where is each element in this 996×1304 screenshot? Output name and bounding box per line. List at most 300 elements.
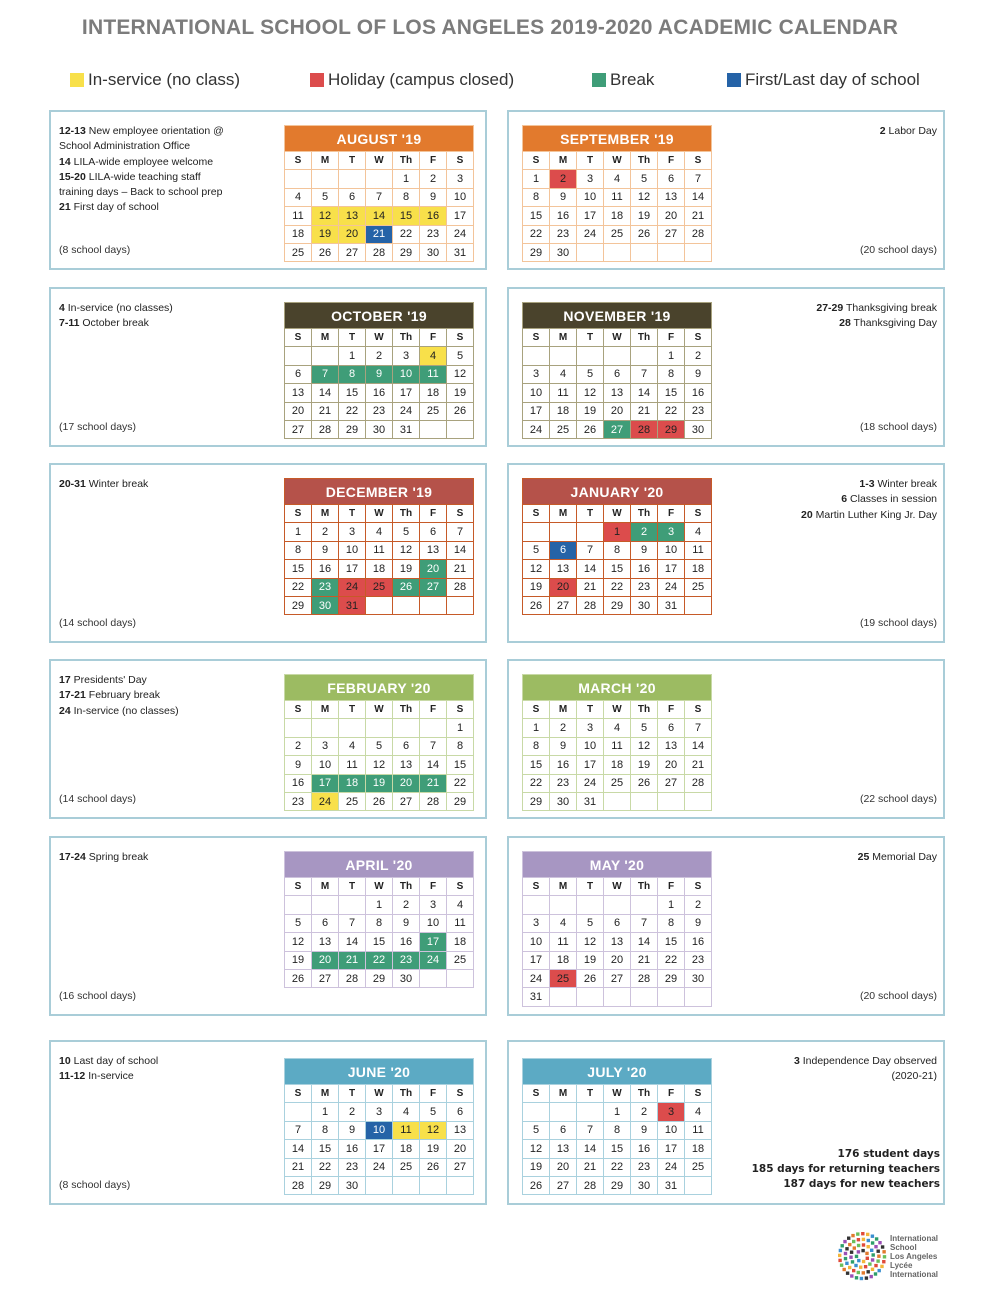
calendar-empty <box>577 523 604 541</box>
calendar-day: 29 <box>285 596 312 614</box>
calendar-day: 5 <box>631 719 658 737</box>
calendar-day: 17 <box>523 951 550 969</box>
calendar-day: 14 <box>577 560 604 578</box>
school-logo-icon <box>836 1230 888 1282</box>
calendar-day: 25 <box>550 969 577 987</box>
calendar-day: 31 <box>447 243 474 261</box>
calendar-empty <box>447 1176 474 1194</box>
logo-line: International <box>890 1234 939 1243</box>
calendar-day: 23 <box>420 225 447 243</box>
weekday-header: T <box>339 505 366 523</box>
weekday-header: S <box>285 1085 312 1103</box>
weekday-header: S <box>447 329 474 347</box>
calendar-day: 3 <box>523 365 550 383</box>
calendar-day: 21 <box>420 774 447 792</box>
calendar-day: 27 <box>420 578 447 596</box>
calendar-day: 22 <box>312 1158 339 1176</box>
calendar-day: 28 <box>420 792 447 810</box>
weekday-header: F <box>420 329 447 347</box>
note-text: Last day of school <box>70 1055 159 1067</box>
calendar-day: 25 <box>685 578 712 596</box>
weekday-header: S <box>685 701 712 719</box>
calendar-day: 3 <box>393 347 420 365</box>
calendar-day: 13 <box>658 737 685 755</box>
calendar-day: 3 <box>658 523 685 541</box>
weekday-header: F <box>420 152 447 170</box>
calendar-day: 9 <box>285 756 312 774</box>
calendar-day: 12 <box>523 560 550 578</box>
calendar-day: 31 <box>523 988 550 1006</box>
calendar-day: 14 <box>685 188 712 206</box>
calendar-day: 24 <box>658 1158 685 1176</box>
calendar-day: 19 <box>577 402 604 420</box>
month-notes <box>59 301 269 332</box>
calendar-day: 23 <box>312 578 339 596</box>
weekday-header: W <box>604 1085 631 1103</box>
weekday-header: M <box>550 1085 577 1103</box>
calendar-day: 12 <box>577 384 604 402</box>
note-text: February break <box>85 689 160 702</box>
calendar-day: 31 <box>393 420 420 438</box>
calendar-day: 28 <box>285 1176 312 1194</box>
note-line <box>717 1069 937 1084</box>
weekday-header: S <box>285 505 312 523</box>
legend-item-first-last <box>727 70 920 90</box>
calendar-day: 7 <box>631 914 658 932</box>
calendar-day: 23 <box>685 951 712 969</box>
calendar-day: 25 <box>685 1158 712 1176</box>
calendar-day: 1 <box>658 896 685 914</box>
weekday-header: S <box>523 701 550 719</box>
calendar-day: 23 <box>285 792 312 810</box>
month-notes <box>717 301 937 332</box>
month-notes <box>59 673 269 719</box>
calendar-day: 14 <box>631 933 658 951</box>
calendar-day: 23 <box>366 402 393 420</box>
weekday-header: M <box>550 329 577 347</box>
month-panel <box>507 463 945 643</box>
school-days-count: (8 school days) <box>59 1179 131 1191</box>
calendar-day: 22 <box>339 402 366 420</box>
calendar-empty <box>285 896 312 914</box>
calendar-day: 19 <box>447 384 474 402</box>
calendar-day: 4 <box>366 523 393 541</box>
calendar-day: 8 <box>366 914 393 932</box>
calendar-day: 5 <box>523 541 550 559</box>
calendar-day: 29 <box>393 243 420 261</box>
month-name: DECEMBER '19 <box>285 479 474 505</box>
calendar-day: 16 <box>631 560 658 578</box>
calendar-day: 6 <box>339 188 366 206</box>
calendar-day: 10 <box>577 737 604 755</box>
calendar-day: 5 <box>631 170 658 188</box>
calendar-day: 1 <box>285 523 312 541</box>
calendar-day: 10 <box>523 384 550 402</box>
calendar-day: 18 <box>366 560 393 578</box>
weekday-header: F <box>420 878 447 896</box>
calendar-day: 19 <box>420 1140 447 1158</box>
note-text: Martin Luther King Jr. Day <box>812 508 937 521</box>
logo-text <box>890 1234 938 1279</box>
calendar-day: 7 <box>577 1121 604 1139</box>
note-line <box>59 704 269 719</box>
weekday-header: M <box>312 505 339 523</box>
calendar-day: 8 <box>447 737 474 755</box>
calendar-empty <box>447 969 474 987</box>
calendar-day: 3 <box>339 523 366 541</box>
legend-label: Break <box>610 70 655 89</box>
calendar-day: 21 <box>366 225 393 243</box>
calendar-day: 4 <box>604 170 631 188</box>
calendar-day: 28 <box>631 969 658 987</box>
month-name: FEBRUARY '20 <box>285 675 474 701</box>
summary <box>752 1147 940 1192</box>
calendar-day: 9 <box>339 1121 366 1139</box>
month-notes <box>59 850 269 865</box>
calendar-day: 16 <box>285 774 312 792</box>
month-panel <box>49 1040 487 1205</box>
note-line <box>717 477 937 492</box>
note-line <box>717 1054 937 1069</box>
calendar-day: 16 <box>631 1140 658 1158</box>
weekday-header: F <box>658 152 685 170</box>
calendar-day: 11 <box>550 933 577 951</box>
note-line <box>59 316 269 331</box>
weekday-header: T <box>577 505 604 523</box>
calendar-empty <box>658 792 685 810</box>
calendar-day: 4 <box>550 914 577 932</box>
calendar-day: 6 <box>285 365 312 383</box>
calendar-day: 12 <box>631 188 658 206</box>
calendar-empty <box>447 420 474 438</box>
legend <box>0 70 996 92</box>
note-text: First day of school <box>70 201 159 214</box>
calendar-day: 20 <box>550 578 577 596</box>
calendar-day: 1 <box>604 523 631 541</box>
calendar-day: 23 <box>393 951 420 969</box>
calendar-day: 21 <box>339 951 366 969</box>
calendar-day: 11 <box>447 914 474 932</box>
note-date: 17-21 <box>59 689 86 702</box>
calendar-day: 23 <box>550 225 577 243</box>
calendar-day: 7 <box>312 365 339 383</box>
school-days-count: (18 school days) <box>859 421 937 433</box>
legend-item-break <box>592 70 654 90</box>
note-line <box>717 508 937 523</box>
calendar-day: 17 <box>523 402 550 420</box>
legend-swatch-blue <box>727 73 741 87</box>
weekday-header: Th <box>393 152 420 170</box>
calendar-day: 17 <box>658 560 685 578</box>
calendar-day: 24 <box>339 578 366 596</box>
calendar-day: 2 <box>339 1103 366 1121</box>
calendar-empty <box>523 523 550 541</box>
calendar-empty <box>685 596 712 614</box>
calendar-day: 2 <box>393 896 420 914</box>
calendar-empty <box>523 1103 550 1121</box>
weekday-header: F <box>658 329 685 347</box>
calendar-day: 6 <box>550 1121 577 1139</box>
calendar-empty <box>312 719 339 737</box>
calendar-day: 9 <box>631 541 658 559</box>
calendar-day: 17 <box>658 1140 685 1158</box>
calendar-day: 14 <box>685 737 712 755</box>
weekday-header: F <box>420 701 447 719</box>
calendar-day: 24 <box>393 402 420 420</box>
note-line <box>59 673 269 688</box>
note-date: 25 <box>857 851 870 863</box>
calendar-day: 12 <box>631 737 658 755</box>
calendar-day: 4 <box>339 737 366 755</box>
weekday-header: M <box>550 152 577 170</box>
note-text: training days – Back to school prep <box>59 186 223 199</box>
calendar-day: 4 <box>604 719 631 737</box>
calendar-day: 8 <box>523 188 550 206</box>
calendar-day: 10 <box>523 933 550 951</box>
note-text: In-service <box>85 1070 134 1083</box>
calendar-day: 29 <box>658 420 685 438</box>
month-name: JUNE '20 <box>285 1059 474 1085</box>
calendar-day: 4 <box>685 523 712 541</box>
calendar-day: 1 <box>393 170 420 188</box>
calendar-empty <box>631 347 658 365</box>
school-days-count: (20 school days) <box>859 244 937 256</box>
weekday-header: F <box>658 505 685 523</box>
calendar-day: 13 <box>604 384 631 402</box>
calendar-day: 13 <box>550 1140 577 1158</box>
calendar-day: 26 <box>393 578 420 596</box>
legend-item-holiday <box>310 70 514 90</box>
note-text: Memorial Day <box>869 851 937 863</box>
calendar-day: 25 <box>366 578 393 596</box>
weekday-header: T <box>577 878 604 896</box>
calendar-day: 9 <box>685 914 712 932</box>
note-date: 6 <box>841 493 848 506</box>
calendar-day: 24 <box>366 1158 393 1176</box>
note-text: LILA-wide employee welcome <box>70 155 214 168</box>
month-notes <box>717 477 937 523</box>
calendar-day: 10 <box>339 541 366 559</box>
calendar-day: 26 <box>523 1176 550 1194</box>
calendar-day: 27 <box>604 420 631 438</box>
month-calendar <box>284 851 474 988</box>
month-panel <box>507 287 945 447</box>
weekday-header: W <box>366 152 393 170</box>
calendar-day: 3 <box>523 914 550 932</box>
weekday-header: W <box>604 878 631 896</box>
weekday-header: T <box>339 1085 366 1103</box>
weekday-header: T <box>577 329 604 347</box>
calendar-day: 6 <box>312 914 339 932</box>
calendar-day: 4 <box>447 896 474 914</box>
weekday-header: W <box>366 505 393 523</box>
note-date: 14 <box>59 155 71 168</box>
weekday-header: W <box>366 1085 393 1103</box>
calendar-empty <box>393 719 420 737</box>
calendar-day: 15 <box>523 756 550 774</box>
weekday-header: T <box>577 152 604 170</box>
calendar-day: 5 <box>393 523 420 541</box>
calendar-day: 12 <box>285 933 312 951</box>
note-date: 11-12 <box>59 1070 86 1083</box>
calendar-day: 1 <box>339 347 366 365</box>
calendar-day: 21 <box>631 951 658 969</box>
calendar-day: 7 <box>420 737 447 755</box>
calendar-day: 19 <box>631 756 658 774</box>
calendar-day: 1 <box>604 1103 631 1121</box>
calendar-day: 24 <box>577 225 604 243</box>
calendar-day: 30 <box>366 420 393 438</box>
legend-label: First/Last day of school <box>745 70 920 89</box>
calendar-day: 15 <box>339 384 366 402</box>
calendar-empty <box>420 1176 447 1194</box>
calendar-day: 29 <box>523 243 550 261</box>
calendar-day: 3 <box>447 170 474 188</box>
weekday-header: S <box>447 1085 474 1103</box>
calendar-day: 26 <box>631 774 658 792</box>
calendar-day: 31 <box>658 596 685 614</box>
weekday-header: Th <box>393 1085 420 1103</box>
calendar-day: 18 <box>420 384 447 402</box>
calendar-empty <box>339 719 366 737</box>
calendar-day: 18 <box>604 756 631 774</box>
calendar-day: 29 <box>366 969 393 987</box>
calendar-day: 11 <box>604 188 631 206</box>
calendar-day: 24 <box>577 774 604 792</box>
calendar-day: 3 <box>577 170 604 188</box>
calendar-day: 18 <box>685 560 712 578</box>
weekday-header: S <box>285 701 312 719</box>
weekday-header: S <box>447 505 474 523</box>
note-date: 1-3 <box>859 478 875 490</box>
school-days-count: (14 school days) <box>59 617 137 629</box>
calendar-day: 15 <box>447 756 474 774</box>
note-line <box>59 688 269 703</box>
calendar-day: 13 <box>285 384 312 402</box>
note-text: Labor Day <box>885 125 937 137</box>
month-name: JULY '20 <box>523 1059 712 1085</box>
calendar-day: 7 <box>285 1121 312 1139</box>
note-text: Thanksgiving break <box>843 302 937 314</box>
calendar-day: 27 <box>312 969 339 987</box>
calendar-day: 7 <box>685 719 712 737</box>
calendar-day: 5 <box>577 365 604 383</box>
calendar-day: 21 <box>685 756 712 774</box>
calendar-day: 1 <box>366 896 393 914</box>
calendar-day: 30 <box>685 969 712 987</box>
month-calendar <box>522 851 712 1007</box>
calendar-day: 11 <box>685 541 712 559</box>
calendar-day: 9 <box>366 365 393 383</box>
calendar-day: 15 <box>285 560 312 578</box>
calendar-day: 8 <box>393 188 420 206</box>
calendar-day: 22 <box>393 225 420 243</box>
calendar-empty <box>339 896 366 914</box>
note-date: 15-20 <box>59 170 86 183</box>
calendar-day: 8 <box>285 541 312 559</box>
calendar-day: 6 <box>658 170 685 188</box>
month-panel <box>49 287 487 447</box>
weekday-header: M <box>312 329 339 347</box>
calendar-day: 18 <box>339 774 366 792</box>
calendar-day: 10 <box>366 1121 393 1139</box>
month-calendar <box>522 302 712 439</box>
month-name: JANUARY '20 <box>523 479 712 505</box>
calendar-day: 31 <box>658 1176 685 1194</box>
month-panel <box>507 110 945 270</box>
month-notes <box>59 124 269 216</box>
summary-line: 187 days for new teachers <box>783 1178 940 1190</box>
calendar-empty <box>577 988 604 1006</box>
calendar-empty <box>685 243 712 261</box>
calendar-day: 20 <box>550 1158 577 1176</box>
calendar-day: 25 <box>420 402 447 420</box>
calendar-day: 19 <box>523 1158 550 1176</box>
calendar-day: 28 <box>577 596 604 614</box>
calendar-day: 11 <box>285 207 312 225</box>
calendar-day: 4 <box>685 1103 712 1121</box>
calendar-day: 28 <box>312 420 339 438</box>
calendar-day: 17 <box>577 207 604 225</box>
calendar-day: 24 <box>523 969 550 987</box>
calendar-day: 21 <box>631 402 658 420</box>
calendar-empty <box>550 523 577 541</box>
weekday-header: Th <box>631 1085 658 1103</box>
calendar-empty <box>447 596 474 614</box>
legend-swatch-yellow <box>70 73 84 87</box>
school-days-count: (20 school days) <box>859 990 937 1002</box>
calendar-day: 21 <box>577 1158 604 1176</box>
calendar-day: 25 <box>550 420 577 438</box>
calendar-empty <box>604 792 631 810</box>
school-days-count: (8 school days) <box>59 244 131 256</box>
calendar-empty <box>604 243 631 261</box>
calendar-empty <box>658 243 685 261</box>
calendar-day: 2 <box>685 347 712 365</box>
weekday-header: F <box>658 1085 685 1103</box>
calendar-day: 13 <box>420 541 447 559</box>
calendar-day: 27 <box>550 1176 577 1194</box>
calendar-empty <box>685 988 712 1006</box>
calendar-day: 10 <box>658 541 685 559</box>
logo-line: School <box>890 1243 917 1252</box>
calendar-day: 14 <box>312 384 339 402</box>
calendar-day: 21 <box>447 560 474 578</box>
calendar-day: 14 <box>339 933 366 951</box>
calendar-day: 26 <box>523 596 550 614</box>
note-text: Classes in session <box>847 493 937 506</box>
calendar-day: 29 <box>523 792 550 810</box>
weekday-header: T <box>339 701 366 719</box>
calendar-day: 13 <box>604 933 631 951</box>
calendar-day: 28 <box>577 1176 604 1194</box>
note-line <box>59 850 269 865</box>
month-panel <box>49 110 487 270</box>
calendar-day: 30 <box>339 1176 366 1194</box>
logo-line: Lycée <box>890 1261 913 1270</box>
calendar-day: 24 <box>658 578 685 596</box>
calendar-day: 8 <box>658 914 685 932</box>
calendar-day: 9 <box>685 365 712 383</box>
calendar-day: 12 <box>447 365 474 383</box>
calendar-day: 30 <box>312 596 339 614</box>
calendar-day: 15 <box>604 560 631 578</box>
calendar-day: 20 <box>658 756 685 774</box>
calendar-day: 27 <box>393 792 420 810</box>
note-text: Winter break <box>85 478 149 490</box>
calendar-day: 12 <box>366 756 393 774</box>
calendar-empty <box>604 347 631 365</box>
